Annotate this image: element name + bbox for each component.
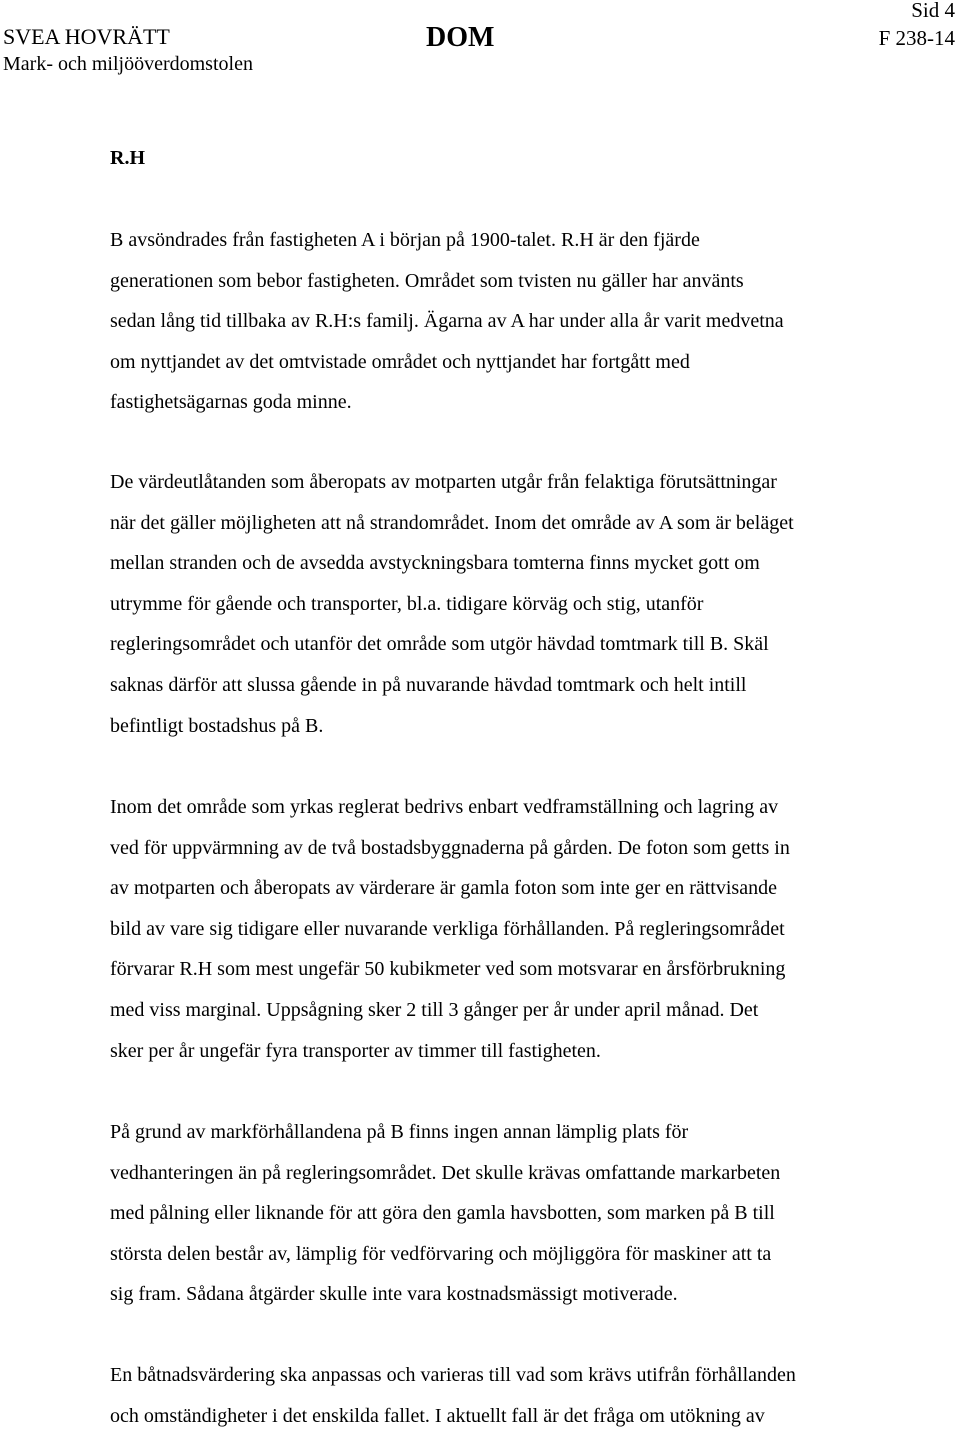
paragraph	[110, 462, 794, 746]
text-line: sker per år ungefär fyra transporter av timmer till fastigheten.	[110, 1039, 601, 1062]
sub-court-name: Mark- och miljööverdomstolen	[3, 53, 253, 75]
paragraph	[110, 1355, 796, 1436]
paragraph	[110, 1112, 780, 1315]
text-line: fastighetsägarnas goda minne.	[110, 391, 352, 414]
paragraph	[110, 787, 790, 1071]
text-line: På grund av markförhållandena på B finns ingen annan lämplig plats för	[110, 1121, 689, 1143]
text-line: av motparten och åberopats av värderare är gamla foton som inte ger en rättvisande	[110, 877, 777, 900]
section-heading: R.H	[110, 147, 145, 169]
text-line: sedan lång tid tillbaka av R.H:s familj. Ägarna av A har under alla år varit medvetna	[110, 310, 784, 333]
text-line: En båtnadsvärdering ska anpassas och varieras till vad som krävs utifrån förhållanden	[110, 1364, 796, 1386]
text-line: De värdeutlåtanden som åberopats av motparten utgår från felaktiga förutsättningar	[110, 471, 777, 493]
text-line: när det gäller möjligheten att nå strandområdet. Inom det område av A som är beläget	[110, 511, 794, 534]
text-line: vedhanteringen än på regleringsområdet. Det skulle krävas omfattande markarbeten	[110, 1161, 781, 1184]
court-name: SVEA HOVRÄTT	[3, 24, 170, 49]
text-line: Inom det område som yrkas reglerat bedrivs enbart vedframställning och lagring av	[110, 796, 779, 818]
text-line: sig fram. Sådana åtgärder skulle inte vara kostnadsmässigt motiverade.	[110, 1283, 678, 1306]
text-line: bild av vare sig tidigare eller nuvarande verkliga förhållanden. På regleringsområdet	[110, 917, 785, 940]
text-line: B avsöndrades från fastigheten A i början på 1900-talet. R.H är den fjärde	[110, 229, 700, 251]
text-line: befintligt bostadshus på B.	[110, 714, 324, 737]
paragraph	[110, 220, 784, 423]
text-line: om nyttjandet av det omtvistade området och nyttjandet har fortgått med	[110, 350, 690, 373]
text-line: med pålning eller liknande för att göra den gamla havsbotten, som marken på B till	[110, 1202, 775, 1225]
text-line: utrymme för gående och transporter, bl.a. tidigare körväg och stig, utanför	[110, 592, 704, 615]
document-type: DOM	[426, 22, 495, 53]
text-line: och omständigheter i det enskilda fallet. I aktuellt fall är det fråga om utökning av	[110, 1404, 765, 1427]
text-line: regleringsområdet och utanför det område som utgör hävdad tomtmark till B. Skäl	[110, 633, 769, 656]
text-line: generationen som bebor fastigheten. Området som tvisten nu gäller har använts	[110, 269, 744, 292]
text-line: med viss marginal. Uppsågning sker 2 till 3 gånger per år under april månad. Det	[110, 998, 759, 1021]
case-number: F 238-14	[878, 26, 955, 50]
text-line: mellan stranden och de avsedda avstyckningsbara tomterna finns mycket gott om	[110, 552, 760, 575]
text-line: ved för uppvärmning av de två bostadsbyggnaderna på gården. De foton som getts in	[110, 836, 790, 859]
text-line: största delen består av, lämplig för vedförvaring och möjliggöra för maskiner att ta	[110, 1242, 772, 1265]
text-line: förvarar R.H som mest ungefär 50 kubikmeter ved som motsvarar en årsförbrukning	[110, 958, 786, 981]
page-number: Sid 4	[911, 0, 955, 22]
text-line: saknas därför att slussa gående in på nuvarande hävdad tomtmark och helt intill	[110, 673, 747, 696]
